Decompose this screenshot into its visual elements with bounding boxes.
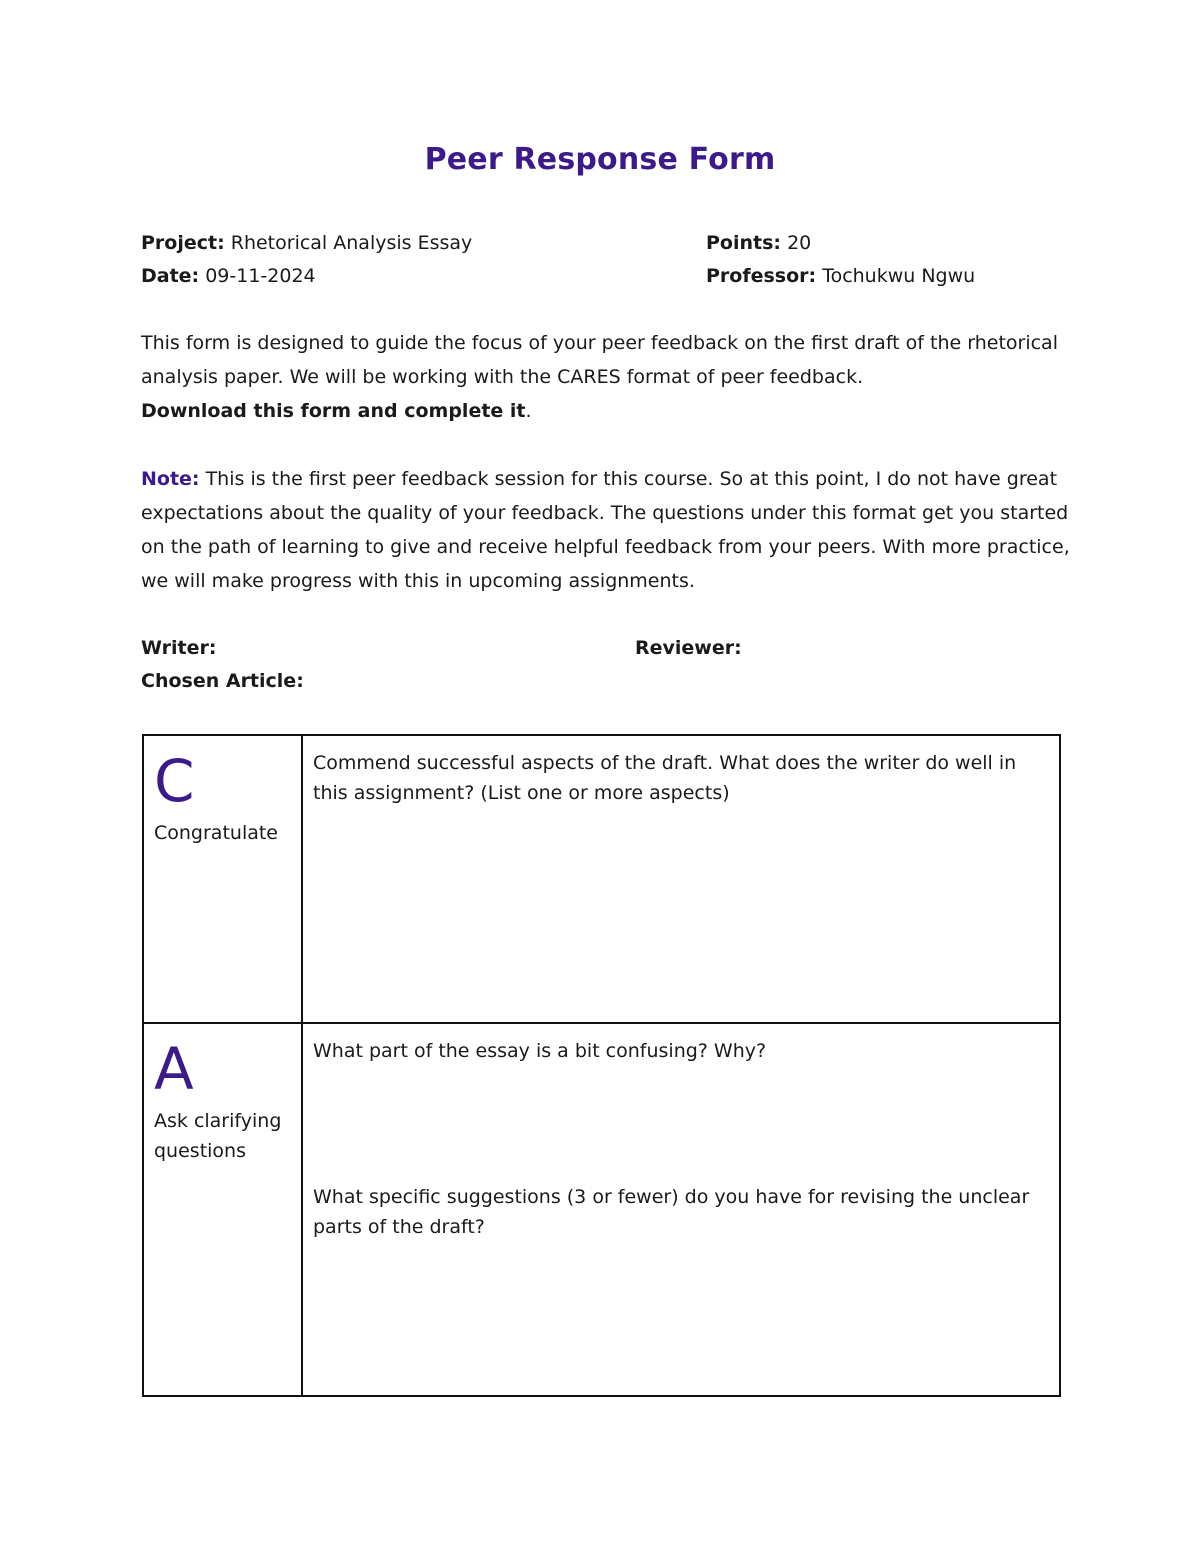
letter-cell — [143, 735, 302, 1023]
page-title: Peer Response Form — [424, 142, 776, 177]
professor-value: Tochukwu Ngwu — [822, 265, 976, 287]
cares-prompt: What part of the essay is a bit confusing? Why? — [313, 1040, 767, 1062]
cares-word: Congratulate — [154, 822, 279, 844]
intro-text: This form is designed to guide the focus of your peer feedback on the first draft of the rhetorical analysis paper. We will be working with the CARES format of peer feedback. — [141, 332, 1058, 388]
cares-letter: A — [154, 1035, 194, 1103]
professor-label: Professor: — [706, 265, 817, 287]
writer-label: Writer: — [141, 637, 217, 659]
cares-prompt: Commend successful aspects of the draft. What does the writer do well in this assignment? (List one or more aspects) — [313, 752, 1017, 804]
response-cell[interactable] — [302, 735, 1060, 1023]
response-cell[interactable] — [302, 1023, 1060, 1396]
date-value: 09-11-2024 — [205, 265, 316, 287]
points-label: Points: — [706, 232, 782, 254]
professor-line — [706, 264, 975, 288]
note-paragraph — [141, 462, 1071, 598]
cares-row-ask — [143, 1023, 1060, 1396]
intro-instruction-end: . — [525, 400, 532, 422]
points-value: 20 — [787, 232, 812, 254]
points-line — [706, 231, 811, 255]
letter-cell — [143, 1023, 302, 1396]
intro-instruction: Download this form and complete it — [141, 400, 526, 422]
chosen-article-label: Chosen Article: — [141, 670, 304, 692]
project-line — [141, 231, 472, 255]
project-value: Rhetorical Analysis Essay — [230, 232, 473, 254]
reviewer-label: Reviewer: — [635, 637, 742, 659]
note-label: Note: — [141, 468, 200, 490]
intro-paragraph — [141, 326, 1071, 428]
cares-letter: C — [154, 747, 195, 815]
project-label: Project: — [141, 232, 225, 254]
cares-table — [142, 734, 1061, 1397]
date-label: Date: — [141, 265, 200, 287]
cares-word: Ask clarifying questions — [154, 1110, 282, 1162]
date-line — [141, 264, 316, 288]
note-text: This is the first peer feedback session for this course. So at this point, I do not have great expectations about the quality of your feedback. The questions under this format get you started on the path of learning to give and receive helpful feedback from your peers. With more practice, we will make progress with this in upcoming assignments. — [141, 468, 1070, 592]
cares-prompt: What specific suggestions (3 or fewer) do you have for revising the unclear parts of the draft? — [313, 1186, 1030, 1238]
cares-row-congratulate — [143, 735, 1060, 1023]
